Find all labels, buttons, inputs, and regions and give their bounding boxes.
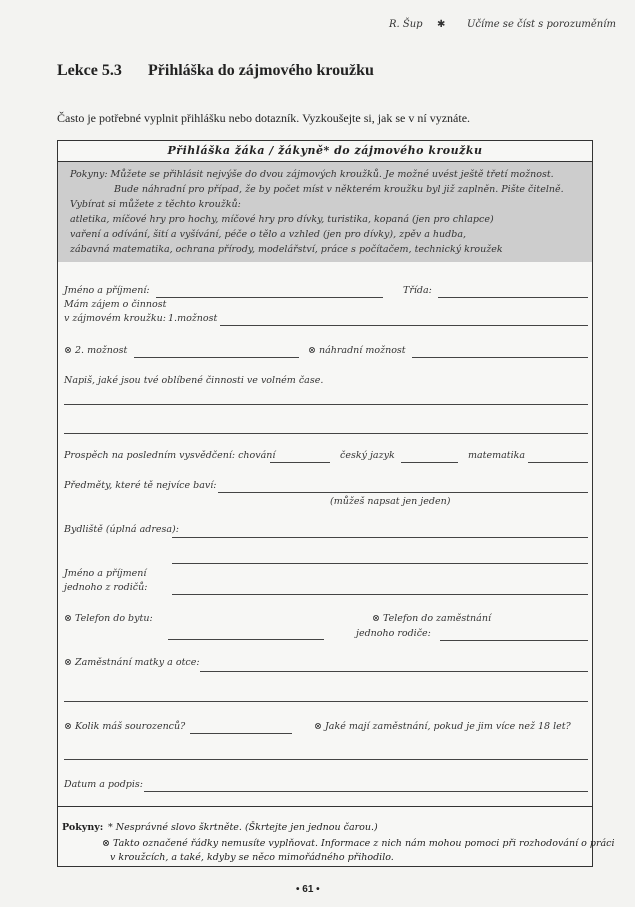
form-title: Přihláška žáka / žákyně* do zájmového kroužku: [58, 141, 592, 162]
instruction-line: Bude náhradní pro případ, že by počet míst v některém kroužku byl již zaplněn. Pište čitelně.: [114, 184, 564, 195]
subjects-label: Předměty, které tě nejvíce baví:: [64, 480, 217, 491]
siblings-jobs-line[interactable]: [64, 759, 588, 760]
czech-grade-line[interactable]: [401, 462, 458, 463]
parents-job-line-1[interactable]: [200, 671, 588, 672]
home-phone-label: ⊗ Telefon do bytu:: [64, 613, 153, 624]
grades-label: Prospěch na posledním vysvědčení: chování: [64, 450, 276, 461]
notes-line-1: * Nesprávné slovo škrtněte. (Škrtejte jen jednou čarou.): [108, 822, 378, 833]
instruction-line: zábavná matematika, ochrana přírody, modelářství, práce s počítačem, technický kroužek: [70, 244, 503, 255]
siblings-line[interactable]: [190, 733, 292, 734]
math-label: matematika: [468, 450, 526, 461]
instruction-line: vaření a odívání, šití a vyšívání, péče o tělo a vzhled (jen pro dívky), zpěv a hudba,: [70, 229, 467, 240]
notes-line-2: ⊗ Takto označené řádky nemusíte vyplňovat. Informace z nich nám mohou pomoci při rozhodování o práci: [102, 838, 615, 849]
instruction-line: Pokyny: Můžete se přihlásit nejvýše do dvou zájmových kroužků. Je možné uvést ještě třetí možnost.: [70, 169, 554, 180]
option2-line[interactable]: [134, 357, 299, 358]
home-phone-line[interactable]: [168, 639, 324, 640]
class-label: Třída:: [403, 285, 432, 296]
work-phone-line[interactable]: [440, 640, 588, 641]
address-label: Bydliště (úplná adresa):: [64, 524, 179, 535]
lesson-title: Přihláška do zájmového kroužku: [148, 62, 374, 79]
application-form: [57, 140, 615, 867]
hobbies-line-1[interactable]: [64, 404, 588, 405]
name-label: Jméno a příjmení:: [64, 285, 150, 296]
header-author: R. Šup: [389, 19, 423, 30]
notes-line-3: v kroužcích, a také, kdyby se něco mimořádného přihodilo.: [110, 852, 394, 863]
option2-label: ⊗ 2. možnost: [64, 345, 128, 356]
hobbies-label: Napiš, jaké jsou tvé oblíbené činnosti ve volném čase.: [64, 375, 324, 386]
parent-name-label-2: jednoho z rodičů:: [64, 582, 148, 593]
address-line-1[interactable]: [172, 537, 588, 538]
hobbies-line-2[interactable]: [64, 433, 588, 434]
header-book-title: Učíme se číst s porozuměním: [467, 19, 616, 30]
instructions-box: [58, 162, 592, 262]
siblings-jobs-label: ⊗ Jaké mají zaměstnání, pokud je jim více než 18 let?: [314, 721, 571, 732]
parents-job-line-2[interactable]: [64, 701, 588, 702]
class-line[interactable]: [438, 297, 588, 298]
parents-job-label: ⊗ Zaměstnání matky a otce:: [64, 657, 200, 668]
intro-text: Často je potřebné vyplnit přihlášku nebo dotazník. Vyzkoušejte si, jak se v ní vyznáte.: [57, 111, 471, 125]
work-phone-label-2: jednoho rodiče:: [356, 628, 431, 639]
header-separator-icon: ✱: [437, 19, 446, 30]
option1-line[interactable]: [220, 325, 588, 326]
substitute-line[interactable]: [412, 357, 588, 358]
subjects-note: (můžeš napsat jen jeden): [330, 496, 451, 507]
math-grade-line[interactable]: [528, 462, 588, 463]
date-sign-line[interactable]: [144, 791, 588, 792]
address-line-2[interactable]: [172, 563, 588, 564]
date-sign-label: Datum a podpis:: [64, 779, 144, 790]
parent-name-line[interactable]: [172, 594, 588, 595]
notes-divider: [58, 806, 592, 807]
substitute-label: ⊗ náhradní možnost: [308, 345, 406, 356]
interest-label-2: v zájmovém kroužku:: [64, 313, 166, 324]
name-line[interactable]: [156, 297, 383, 298]
instruction-line: Vybírat si můžete z těchto kroužků:: [70, 199, 241, 210]
option1-label: 1.možnost: [168, 313, 218, 324]
interest-label-1: Mám zájem o činnost: [64, 299, 167, 310]
subjects-line[interactable]: [218, 492, 588, 493]
work-phone-label-1: ⊗ Telefon do zaměstnání: [372, 613, 491, 624]
siblings-label: ⊗ Kolik máš sourozenců?: [64, 721, 186, 732]
lesson-number: Lekce 5.3: [57, 62, 122, 79]
parent-name-label-1: Jméno a příjmení: [64, 568, 147, 579]
czech-label: český jazyk: [340, 450, 395, 461]
notes-label: Pokyny:: [62, 822, 104, 833]
instruction-line: atletika, míčové hry pro hochy, míčové hry pro dívky, turistika, kopaná (jen pro chlapce): [70, 214, 494, 225]
behaviour-grade-line[interactable]: [270, 462, 330, 463]
page-number: • 61 •: [296, 884, 320, 895]
